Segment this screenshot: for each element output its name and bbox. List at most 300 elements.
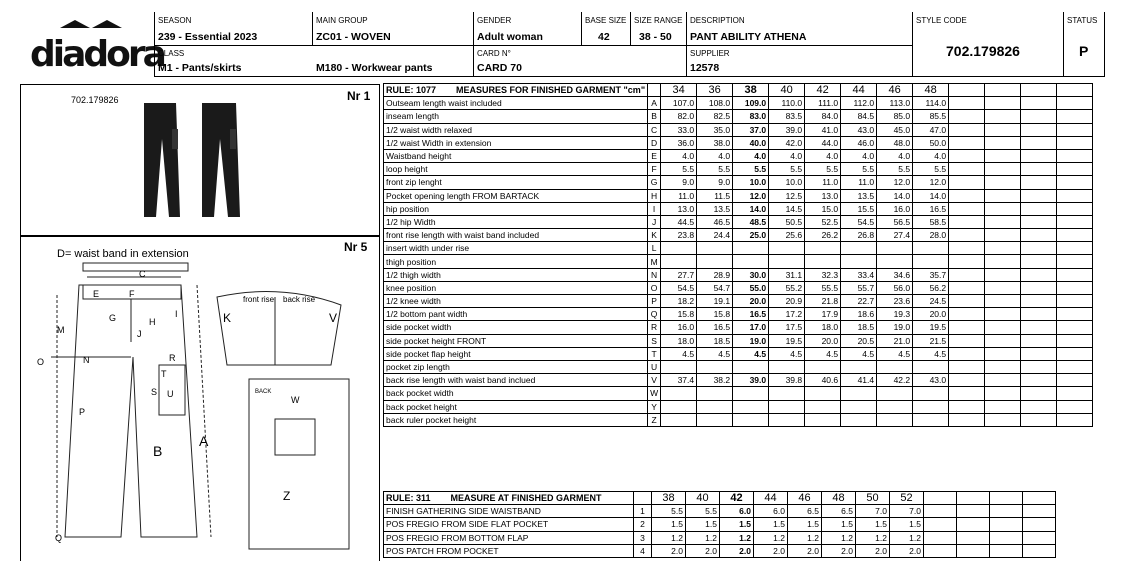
empty-cell bbox=[1057, 387, 1093, 400]
measure-value bbox=[913, 255, 949, 268]
empty-cell bbox=[957, 505, 990, 518]
measure-value bbox=[769, 400, 805, 413]
empty-cell bbox=[949, 163, 985, 176]
measure-value: 55.7 bbox=[841, 281, 877, 294]
measure-value: 55.2 bbox=[769, 281, 805, 294]
class-label: CLASS bbox=[158, 49, 185, 58]
measure-value: 4.0 bbox=[877, 149, 913, 162]
size-header: 48 bbox=[913, 84, 949, 97]
empty-cell bbox=[1057, 295, 1093, 308]
measure-name: 1/2 thigh width bbox=[384, 268, 648, 281]
measure-value: 10.0 bbox=[733, 176, 769, 189]
measure-value: 55.0 bbox=[733, 281, 769, 294]
empty-cell bbox=[1021, 374, 1057, 387]
measure-value: 37.0 bbox=[733, 123, 769, 136]
measure-value: 12.5 bbox=[769, 189, 805, 202]
size-header: 36 bbox=[697, 84, 733, 97]
empty-cell bbox=[1023, 531, 1056, 544]
measure-value: 31.1 bbox=[769, 268, 805, 281]
empty-cell bbox=[1057, 347, 1093, 360]
measure-value bbox=[661, 242, 697, 255]
measure-value: 21.8 bbox=[805, 295, 841, 308]
measure-value: 6.0 bbox=[720, 505, 754, 518]
photo-panel bbox=[20, 84, 380, 236]
measure-value: 28.0 bbox=[913, 229, 949, 242]
measure-value: 56.5 bbox=[877, 215, 913, 228]
measure-value: 85.5 bbox=[913, 110, 949, 123]
measure-value bbox=[661, 413, 697, 426]
back-rise-label: back rise bbox=[283, 295, 316, 304]
empty-cell bbox=[949, 295, 985, 308]
measure-value bbox=[913, 413, 949, 426]
empty-cell bbox=[1057, 321, 1093, 334]
measure-value: 39.0 bbox=[769, 123, 805, 136]
empty-cell bbox=[990, 505, 1023, 518]
measure-code: E bbox=[648, 149, 661, 162]
base-size-cell bbox=[581, 12, 631, 46]
measure-value: 21.0 bbox=[877, 334, 913, 347]
table-row bbox=[384, 110, 1093, 123]
measure-name: 1/2 waist width relaxed bbox=[384, 123, 648, 136]
measure-value: 85.0 bbox=[877, 110, 913, 123]
measure-name: hip position bbox=[384, 202, 648, 215]
technical-drawing-panel bbox=[20, 236, 380, 561]
measure-value: 109.0 bbox=[733, 97, 769, 110]
measure-value: 15.0 bbox=[805, 202, 841, 215]
empty-cell bbox=[1057, 413, 1093, 426]
measure-value bbox=[661, 255, 697, 268]
code-header-cell bbox=[648, 84, 661, 97]
measure-code: V bbox=[648, 374, 661, 387]
measure-code: H bbox=[648, 189, 661, 202]
empty-cell bbox=[1021, 360, 1057, 373]
measure-name: POS FREGIO FROM SIDE FLAT POCKET bbox=[384, 518, 634, 531]
measure-value: 11.5 bbox=[697, 189, 733, 202]
measure-value: 6.0 bbox=[754, 505, 788, 518]
measure-value: 25.0 bbox=[733, 229, 769, 242]
measure-value: 4.0 bbox=[697, 149, 733, 162]
measure-value: 50.5 bbox=[769, 215, 805, 228]
class-cell bbox=[154, 45, 474, 77]
table-row bbox=[384, 97, 1093, 110]
description-cell bbox=[686, 12, 913, 46]
front-rise-label: front rise bbox=[243, 295, 275, 304]
measure-value: 4.0 bbox=[661, 149, 697, 162]
letter-j: J bbox=[137, 329, 142, 339]
card-cell bbox=[473, 45, 687, 77]
empty-cell bbox=[949, 308, 985, 321]
empty-cell bbox=[990, 544, 1023, 557]
empty-cell bbox=[985, 149, 1021, 162]
empty-cell bbox=[990, 518, 1023, 531]
table-header-row bbox=[384, 84, 1093, 97]
measure-value: 5.5 bbox=[769, 163, 805, 176]
description-label: DESCRIPTION bbox=[690, 16, 745, 25]
empty-cell bbox=[985, 229, 1021, 242]
empty-cell bbox=[1021, 97, 1057, 110]
empty-cell bbox=[924, 544, 957, 557]
measure-value: 2.0 bbox=[652, 544, 686, 557]
measure-value bbox=[697, 242, 733, 255]
measure-code: Y bbox=[648, 400, 661, 413]
empty-cell bbox=[1057, 123, 1093, 136]
measure-name: front rise length with waist band included bbox=[384, 229, 648, 242]
empty-cell bbox=[1057, 281, 1093, 294]
table-header-row bbox=[384, 492, 1056, 505]
measure-value: 11.0 bbox=[805, 176, 841, 189]
table-title: MEASURE AT FINISHED GARMENT bbox=[450, 493, 602, 504]
empty-cell bbox=[985, 347, 1021, 360]
diadora-logo bbox=[30, 20, 164, 75]
measure-code: M bbox=[648, 255, 661, 268]
measure-value: 26.8 bbox=[841, 229, 877, 242]
measure-value bbox=[733, 387, 769, 400]
measure-name: insert width under rise bbox=[384, 242, 648, 255]
technical-drawing bbox=[21, 237, 379, 561]
measure-value: 46.5 bbox=[697, 215, 733, 228]
season-label: SEASON bbox=[158, 16, 192, 25]
measure-value: 4.5 bbox=[697, 347, 733, 360]
measure-value bbox=[769, 242, 805, 255]
measure-value: 1.5 bbox=[754, 518, 788, 531]
empty-cell bbox=[1021, 176, 1057, 189]
empty-cell bbox=[990, 492, 1023, 505]
measure-value: 32.3 bbox=[805, 268, 841, 281]
measure-value: 18.0 bbox=[661, 334, 697, 347]
letter-p: P bbox=[79, 407, 86, 417]
measure-value: 39.0 bbox=[733, 374, 769, 387]
empty-cell bbox=[1021, 215, 1057, 228]
measure-value: 18.2 bbox=[661, 295, 697, 308]
season-value: 239 - Essential 2023 bbox=[158, 31, 258, 43]
measure-value: 17.0 bbox=[733, 321, 769, 334]
measure-value bbox=[841, 242, 877, 255]
empty-cell bbox=[1057, 202, 1093, 215]
measure-name: knee position bbox=[384, 281, 648, 294]
supplier-value: 12578 bbox=[690, 62, 720, 74]
measure-value: 43.0 bbox=[913, 374, 949, 387]
empty-cell bbox=[985, 84, 1021, 97]
measure-value: 18.6 bbox=[841, 308, 877, 321]
empty-cell bbox=[949, 97, 985, 110]
measure-name: back ruler pocket height bbox=[384, 413, 648, 426]
measure-code: D bbox=[648, 136, 661, 149]
empty-cell bbox=[985, 176, 1021, 189]
measure-value: 24.5 bbox=[913, 295, 949, 308]
empty-cell bbox=[985, 321, 1021, 334]
code-header-cell bbox=[634, 492, 652, 505]
table-row bbox=[384, 347, 1093, 360]
measure-value: 33.0 bbox=[661, 123, 697, 136]
finished-measure-table-body bbox=[384, 492, 1056, 558]
measure-value bbox=[697, 387, 733, 400]
measure-value: 40.6 bbox=[805, 374, 841, 387]
measure-value: 2.0 bbox=[788, 544, 822, 557]
measure-value: 108.0 bbox=[697, 97, 733, 110]
measure-name: POS PATCH FROM POCKET bbox=[384, 544, 634, 557]
measure-value: 110.0 bbox=[769, 97, 805, 110]
measure-value: 2.0 bbox=[754, 544, 788, 557]
empty-cell bbox=[985, 334, 1021, 347]
measure-value: 47.0 bbox=[913, 123, 949, 136]
empty-cell bbox=[949, 413, 985, 426]
measure-name: 1/2 waist Width in extension bbox=[384, 136, 648, 149]
measure-value: 2.0 bbox=[720, 544, 754, 557]
letter-o: O bbox=[37, 357, 45, 367]
main-group-cell bbox=[312, 12, 474, 46]
size-header: 48 bbox=[822, 492, 856, 505]
rule-label: RULE: 1077 bbox=[386, 85, 437, 96]
measure-name: 1/2 bottom pant width bbox=[384, 308, 648, 321]
pant-photo bbox=[136, 99, 256, 225]
measure-name: side pocket flap height bbox=[384, 347, 648, 360]
table-row bbox=[384, 149, 1093, 162]
empty-cell bbox=[924, 518, 957, 531]
base-size-value: 42 bbox=[598, 31, 610, 43]
measure-code: P bbox=[648, 295, 661, 308]
measure-value: 1.2 bbox=[890, 531, 924, 544]
measure-value: 1.5 bbox=[720, 518, 754, 531]
measure-value: 42.2 bbox=[877, 374, 913, 387]
empty-cell bbox=[985, 295, 1021, 308]
measure-value: 37.4 bbox=[661, 374, 697, 387]
empty-cell bbox=[949, 84, 985, 97]
card-label: CARD N° bbox=[477, 49, 511, 58]
table-row bbox=[384, 400, 1093, 413]
measure-code: 1 bbox=[634, 505, 652, 518]
empty-cell bbox=[957, 531, 990, 544]
measure-value: 20.0 bbox=[805, 334, 841, 347]
size-header: 44 bbox=[841, 84, 877, 97]
measure-value: 56.2 bbox=[913, 281, 949, 294]
empty-cell bbox=[1021, 189, 1057, 202]
empty-cell bbox=[1021, 281, 1057, 294]
empty-cell bbox=[1021, 163, 1057, 176]
measure-value: 1.5 bbox=[890, 518, 924, 531]
empty-cell bbox=[1057, 84, 1093, 97]
measure-code: Z bbox=[648, 413, 661, 426]
table-row bbox=[384, 360, 1093, 373]
measure-value: 44.0 bbox=[805, 136, 841, 149]
empty-cell bbox=[957, 518, 990, 531]
empty-cell bbox=[949, 360, 985, 373]
measure-value bbox=[769, 413, 805, 426]
measure-name: back pocket width bbox=[384, 387, 648, 400]
empty-cell bbox=[985, 136, 1021, 149]
letter-h: H bbox=[149, 317, 156, 327]
measure-value bbox=[733, 413, 769, 426]
empty-cell bbox=[1021, 149, 1057, 162]
finished-measure-table bbox=[383, 491, 1056, 558]
empty-cell bbox=[1057, 97, 1093, 110]
supplier-label: SUPPLIER bbox=[690, 49, 730, 58]
measure-value bbox=[661, 360, 697, 373]
measure-code: I bbox=[648, 202, 661, 215]
measure-value: 16.0 bbox=[661, 321, 697, 334]
empty-cell bbox=[949, 229, 985, 242]
measure-name: POS FREGIO FROM BOTTOM FLAP bbox=[384, 531, 634, 544]
letter-u: U bbox=[167, 389, 174, 399]
measure-value bbox=[733, 400, 769, 413]
measure-value bbox=[805, 255, 841, 268]
table-row bbox=[384, 281, 1093, 294]
description-value: PANT ABILITY ATHENA bbox=[690, 31, 807, 43]
empty-cell bbox=[1021, 321, 1057, 334]
measure-value: 56.0 bbox=[877, 281, 913, 294]
header bbox=[0, 0, 1127, 78]
measure-value: 5.5 bbox=[661, 163, 697, 176]
measure-value: 13.5 bbox=[697, 202, 733, 215]
empty-cell bbox=[985, 163, 1021, 176]
table-row bbox=[384, 308, 1093, 321]
size-header: 50 bbox=[856, 492, 890, 505]
measure-value: 4.0 bbox=[733, 149, 769, 162]
status-cell bbox=[1063, 12, 1105, 77]
measure-value bbox=[805, 413, 841, 426]
table-row bbox=[384, 229, 1093, 242]
measure-value: 14.5 bbox=[769, 202, 805, 215]
measure-value: 83.0 bbox=[733, 110, 769, 123]
measure-value: 16.5 bbox=[697, 321, 733, 334]
measure-value: 1.2 bbox=[686, 531, 720, 544]
measure-value: 16.5 bbox=[913, 202, 949, 215]
measure-value: 12.0 bbox=[733, 189, 769, 202]
measure-code: 3 bbox=[634, 531, 652, 544]
measure-value: 7.0 bbox=[856, 505, 890, 518]
letter-e: E bbox=[93, 289, 100, 299]
empty-cell bbox=[1057, 149, 1093, 162]
empty-cell bbox=[957, 492, 990, 505]
measure-value: 38.0 bbox=[697, 136, 733, 149]
base-size-label: BASE SIZE bbox=[585, 16, 627, 25]
empty-cell bbox=[949, 189, 985, 202]
measure-value: 4.0 bbox=[841, 149, 877, 162]
measure-value: 6.5 bbox=[788, 505, 822, 518]
empty-cell bbox=[990, 531, 1023, 544]
empty-cell bbox=[985, 413, 1021, 426]
status-label: STATUS bbox=[1067, 16, 1098, 25]
measure-value: 1.2 bbox=[822, 531, 856, 544]
measure-name: Outseam length waist included bbox=[384, 97, 648, 110]
empty-cell bbox=[949, 255, 985, 268]
empty-cell bbox=[985, 110, 1021, 123]
empty-cell bbox=[1021, 242, 1057, 255]
empty-cell bbox=[924, 505, 957, 518]
table-row bbox=[384, 544, 1056, 557]
empty-cell bbox=[985, 97, 1021, 110]
measure-value: 20.5 bbox=[841, 334, 877, 347]
empty-cell bbox=[1057, 255, 1093, 268]
empty-cell bbox=[1021, 347, 1057, 360]
rule-cell bbox=[384, 492, 634, 505]
measure-name: 1/2 hip Width bbox=[384, 215, 648, 228]
measure-value: 35.0 bbox=[697, 123, 733, 136]
measure-value: 5.5 bbox=[686, 505, 720, 518]
measure-code: B bbox=[648, 110, 661, 123]
measure-value bbox=[697, 255, 733, 268]
measure-value: 39.8 bbox=[769, 374, 805, 387]
empty-cell bbox=[949, 347, 985, 360]
measure-value bbox=[877, 400, 913, 413]
letter-z: Z bbox=[283, 489, 291, 503]
empty-cell bbox=[1021, 202, 1057, 215]
measure-value: 4.0 bbox=[913, 149, 949, 162]
gender-value: Adult woman bbox=[477, 31, 543, 43]
measure-code: 4 bbox=[634, 544, 652, 557]
empty-cell bbox=[1023, 544, 1056, 557]
measure-value bbox=[733, 242, 769, 255]
letter-v: V bbox=[329, 311, 338, 325]
measure-value bbox=[805, 400, 841, 413]
measure-value: 114.0 bbox=[913, 97, 949, 110]
measure-value: 107.0 bbox=[661, 97, 697, 110]
size-header: 52 bbox=[890, 492, 924, 505]
measure-name: back pocket height bbox=[384, 400, 648, 413]
table-title: MEASURES FOR FINISHED GARMENT "cm" bbox=[456, 85, 646, 96]
table-row bbox=[384, 123, 1093, 136]
measure-value: 9.0 bbox=[661, 176, 697, 189]
empty-cell bbox=[949, 110, 985, 123]
measures-table bbox=[383, 83, 1093, 427]
measure-value: 4.0 bbox=[805, 149, 841, 162]
measure-value bbox=[913, 242, 949, 255]
empty-cell bbox=[1021, 295, 1057, 308]
size-range-cell bbox=[630, 12, 687, 46]
size-header: 46 bbox=[877, 84, 913, 97]
measure-value: 4.5 bbox=[661, 347, 697, 360]
empty-cell bbox=[1057, 189, 1093, 202]
measure-value: 35.7 bbox=[913, 268, 949, 281]
empty-cell bbox=[1057, 215, 1093, 228]
measure-value: 13.0 bbox=[661, 202, 697, 215]
measure-value: 42.0 bbox=[769, 136, 805, 149]
measure-value: 4.5 bbox=[769, 347, 805, 360]
letter-a: A bbox=[199, 433, 209, 449]
measure-value bbox=[697, 360, 733, 373]
measure-value bbox=[877, 255, 913, 268]
measure-value bbox=[841, 360, 877, 373]
measure-value: 58.5 bbox=[913, 215, 949, 228]
brand-text: diadora bbox=[30, 34, 164, 75]
measure-value bbox=[769, 255, 805, 268]
letter-f: F bbox=[129, 289, 135, 299]
measure-value: 19.0 bbox=[877, 321, 913, 334]
measure-value: 10.0 bbox=[769, 176, 805, 189]
size-header: 40 bbox=[769, 84, 805, 97]
measure-code: C bbox=[648, 123, 661, 136]
size-range-value: 38 - 50 bbox=[639, 31, 672, 43]
empty-cell bbox=[949, 268, 985, 281]
measure-value bbox=[841, 255, 877, 268]
empty-cell bbox=[1057, 229, 1093, 242]
measure-name: side pocket width bbox=[384, 321, 648, 334]
letter-i: I bbox=[175, 309, 178, 319]
letter-r: R bbox=[169, 353, 176, 363]
measure-value: 1.2 bbox=[788, 531, 822, 544]
measure-value: 30.0 bbox=[733, 268, 769, 281]
letter-w: W bbox=[291, 395, 300, 405]
supplier-cell bbox=[686, 45, 913, 77]
measure-value bbox=[805, 360, 841, 373]
measure-value: 25.6 bbox=[769, 229, 805, 242]
letter-b: B bbox=[153, 443, 163, 459]
measure-code: Q bbox=[648, 308, 661, 321]
empty-cell bbox=[1057, 268, 1093, 281]
empty-cell bbox=[985, 202, 1021, 215]
measure-value: 19.3 bbox=[877, 308, 913, 321]
waistband-note: D= waist band in extension bbox=[57, 248, 189, 260]
status-value: P bbox=[1079, 43, 1089, 59]
